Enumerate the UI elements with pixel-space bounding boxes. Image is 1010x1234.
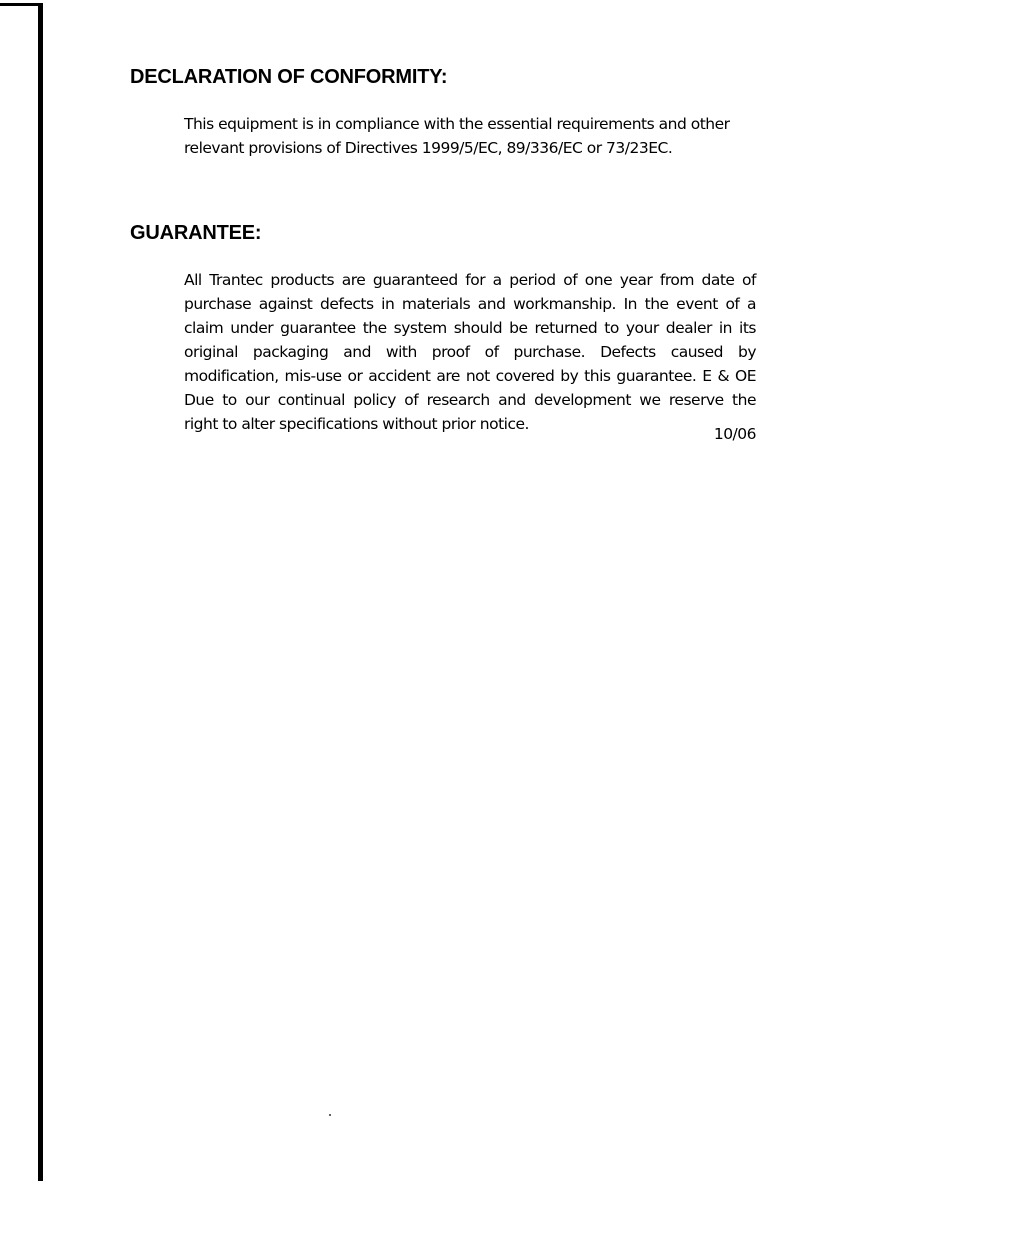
guarantee-line: Due to our continual policy of research and development we reserve the — [184, 391, 756, 409]
guarantee-line: purchase against defects in materials and workmanship. In the event of a — [184, 295, 756, 313]
guarantee-line: All Trantec products are guaranteed for a period of one year from date of — [184, 271, 756, 289]
declaration-heading: DECLARATION OF CONFORMITY: — [130, 66, 448, 88]
guarantee-paragraph — [184, 268, 756, 436]
declaration-line: relevant provisions of Directives 1999/5/EC, 89/336/EC or 73/23EC. — [184, 139, 673, 157]
guarantee-line: modification, mis-use or accident are not covered by this guarantee. E & OE — [184, 367, 756, 385]
guarantee-heading: GUARANTEE: — [130, 222, 262, 244]
declaration-line: This equipment is in compliance with the essential requirements and other — [184, 115, 730, 133]
document-date: 10/06 — [713, 425, 756, 443]
guarantee-line: original packaging and with proof of purchase. Defects caused by — [184, 343, 756, 361]
declaration-paragraph — [184, 112, 756, 160]
page-binding-edge — [38, 3, 43, 1181]
scan-speck — [329, 1114, 331, 1116]
guarantee-line: right to alter specifications without prior notice. — [184, 415, 529, 433]
page-binding-edge-top — [0, 3, 40, 6]
guarantee-line: claim under guarantee the system should be returned to your dealer in its — [184, 319, 756, 337]
